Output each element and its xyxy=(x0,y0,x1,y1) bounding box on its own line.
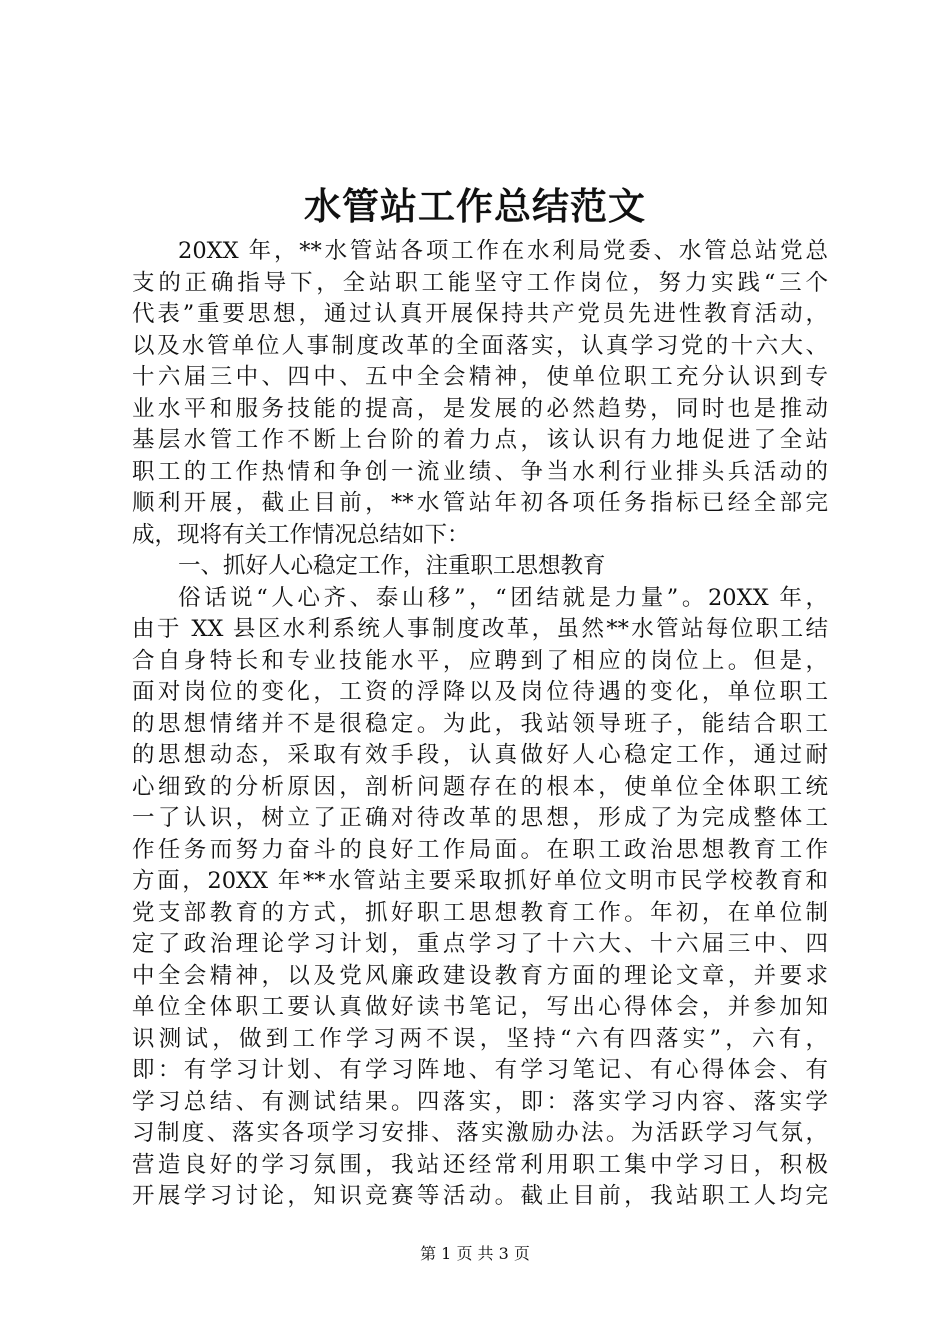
page-title: 水管站工作总结范文 xyxy=(304,184,646,228)
text-line: 一了认识，树立了正确对待改革的思想，形成了为完成整体工 xyxy=(132,805,828,831)
text-line: 中全会精神，以及党风廉政建设教育方面的理论文章，并要求 xyxy=(132,962,828,989)
text-line: 20XX 年，**水管站各项工作在水利局党委、水管总站党总 xyxy=(178,238,828,264)
text-line: 面对岗位的变化，工资的浮降以及岗位待遇的变化，单位职工 xyxy=(132,679,828,705)
text-line: 基层水管工作不断上台阶的着力点，该认识有力地促进了全站 xyxy=(132,427,828,453)
text-line: 识测试，做到工作学习两不误，坚持“六有四落实”，六有， xyxy=(132,1025,828,1052)
text-line: 以及水管单位人事制度改革的全面落实，认真学习党的十六大、 xyxy=(132,332,828,359)
text-line: 营造良好的学习氛围，我站还经常利用职工集中学习日，积极 xyxy=(132,1151,828,1178)
text-line: 的思想情绪并不是很稳定。为此，我站领导班子，能结合职工 xyxy=(132,710,828,737)
text-line: 顺利开展，截止目前，**水管站年初各项任务指标已经全部完 xyxy=(132,490,828,516)
text-line: 俗话说“人心齐、泰山移”，“团结就是力量”。20XX 年， xyxy=(178,584,828,611)
text-line: 十六届三中、四中、五中全会精神，使单位职工充分认识到专 xyxy=(132,364,828,390)
page-footer: 第 1 页 共 3 页 xyxy=(420,1244,530,1263)
text-line: 单位全体职工要认真做好读书笔记，写出心得体会，并参加知 xyxy=(132,994,828,1020)
text-line: 成，现将有关工作情况总结如下： xyxy=(132,521,470,548)
text-line: 的思想动态，采取有效手段，认真做好人心稳定工作，通过耐 xyxy=(132,742,828,768)
text-line: 职工的工作热情和争创一流业绩、争当水利行业排头兵活动的 xyxy=(132,458,828,485)
text-line: 支的正确指导下，全站职工能坚守工作岗位，努力实践“三个 xyxy=(132,269,828,296)
text-line: 由于 XX 县区水利系统人事制度改革，虽然**水管站每位职工结 xyxy=(132,616,828,642)
text-line: 即：有学习计划、有学习阵地、有学习笔记、有心得体会、有 xyxy=(132,1057,828,1083)
text-line: 学习总结、有测试结果。四落实，即：落实学习内容、落实学 xyxy=(132,1088,828,1115)
text-line: 开展学习讨论，知识竞赛等活动。截止目前，我站职工人均完 xyxy=(132,1183,828,1209)
text-line: 代表”重要思想，通过认真开展保持共产党员先进性教育活动， xyxy=(132,301,828,327)
text-line: 业水平和服务技能的提高，是发展的必然趋势，同时也是推动 xyxy=(132,395,828,422)
text-line: 定了政治理论学习计划，重点学习了十六大、十六届三中、四 xyxy=(132,931,828,957)
text-line: 作任务而努力奋斗的良好工作局面。在职工政治思想教育工作 xyxy=(132,836,828,863)
body-text xyxy=(132,236,828,1213)
text-line: 党支部教育的方式，抓好职工思想教育工作。年初，在单位制 xyxy=(132,899,828,926)
text-line: 方面，20XX 年**水管站主要采取抓好单位文明市民学校教育和 xyxy=(132,868,828,894)
text-line: 合自身特长和专业技能水平，应聘到了相应的岗位上。但是， xyxy=(132,647,828,674)
text-line: 习制度、落实各项学习安排、落实激励办法。为活跃学习气氛， xyxy=(132,1120,828,1146)
text-line: 心细致的分析原因，剖析问题存在的根本，使单位全体职工统 xyxy=(132,773,828,800)
text-line: 一、抓好人心稳定工作，注重职工思想教育 xyxy=(178,553,606,579)
